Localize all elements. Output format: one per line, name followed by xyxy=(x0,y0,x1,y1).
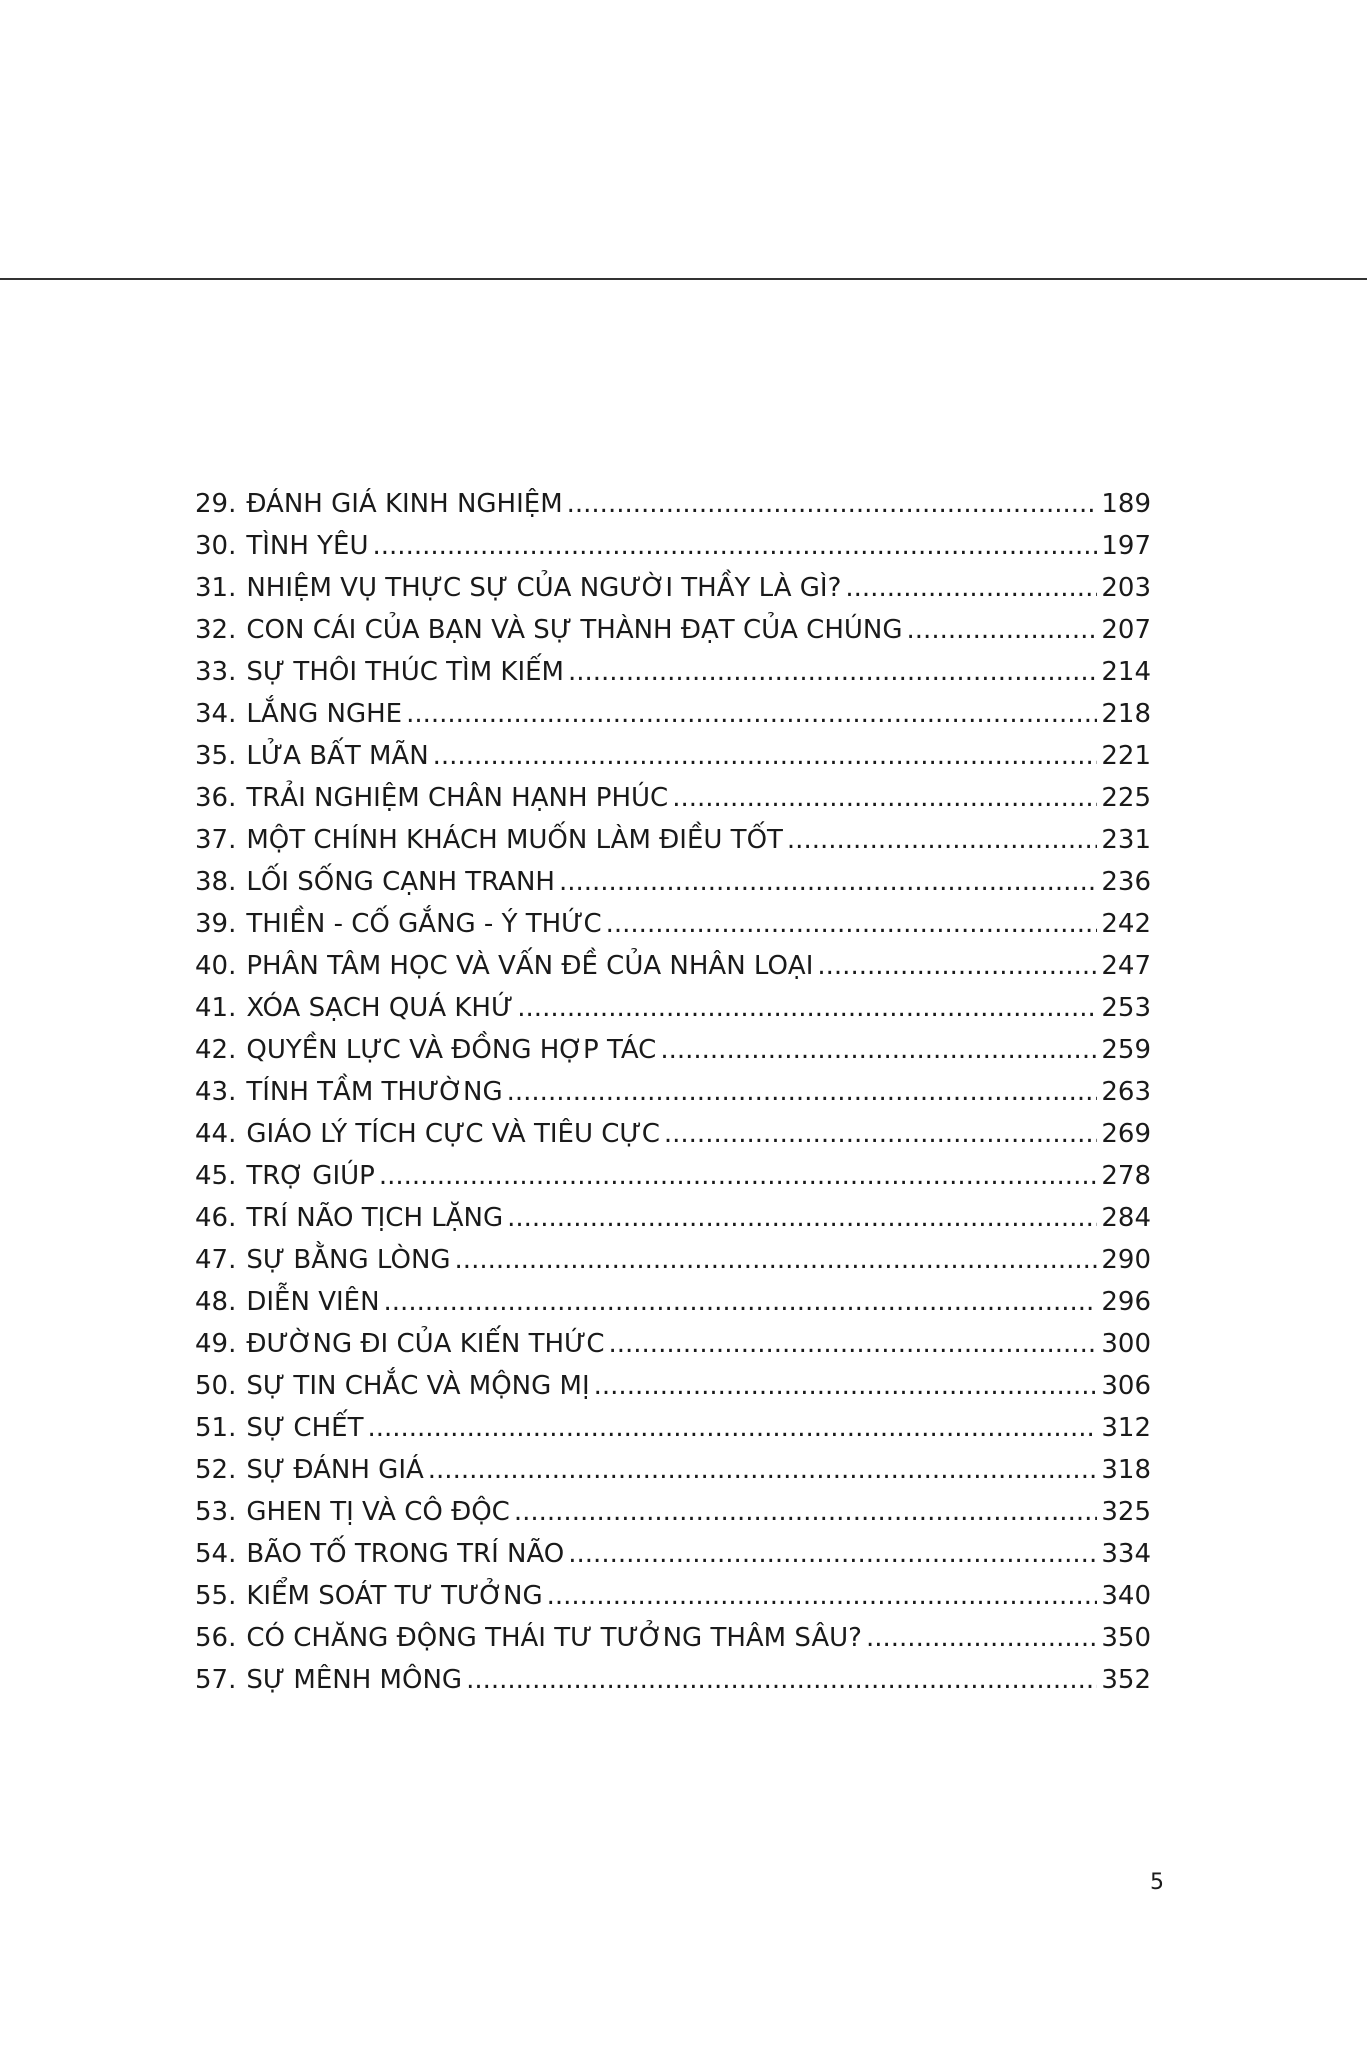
toc-entry-number: 56. xyxy=(195,1623,237,1653)
toc-entry-title: LẮNG NGHE xyxy=(246,699,403,729)
toc-entry xyxy=(195,1575,1151,1617)
toc-entry-number: 34. xyxy=(195,699,237,729)
toc-entry-page: 218 xyxy=(1101,699,1151,729)
toc-entry-title: GHEN TỊ VÀ CÔ ĐỘC xyxy=(246,1497,510,1527)
toc-entry-number: 49. xyxy=(195,1329,237,1359)
toc-dot-leader xyxy=(559,861,1097,903)
toc-dot-leader xyxy=(817,945,1097,987)
toc-entry-title: ĐÁNH GIÁ KINH NGHIỆM xyxy=(246,489,563,519)
toc-entry xyxy=(195,903,1151,945)
toc-entry-number: 41. xyxy=(195,993,237,1023)
toc-entry xyxy=(195,1491,1151,1533)
toc-entry-title: CÓ CHĂNG ĐỘNG THÁI TƯ TƯỞNG THÂM SÂU? xyxy=(246,1623,862,1653)
toc-entry xyxy=(195,777,1151,819)
toc-entry-title: TRỢ GIÚP xyxy=(246,1161,375,1191)
toc-dot-leader xyxy=(608,1323,1097,1365)
toc-entry-title: XÓA SẠCH QUÁ KHỨ xyxy=(246,993,514,1023)
toc-entry-number: 38. xyxy=(195,867,237,897)
toc-dot-leader xyxy=(664,1113,1097,1155)
toc-entry-number: 51. xyxy=(195,1413,237,1443)
toc-entry-title: TRẢI NGHIỆM CHÂN HẠNH PHÚC xyxy=(246,783,669,813)
toc-entry-number: 31. xyxy=(195,573,237,603)
toc-dot-leader xyxy=(514,1491,1098,1533)
toc-dot-leader xyxy=(379,1155,1098,1197)
toc-entry-number: 52. xyxy=(195,1455,237,1485)
toc-entry-page: 242 xyxy=(1101,909,1151,939)
toc-entry-number: 33. xyxy=(195,657,237,687)
toc-entry-page: 221 xyxy=(1101,741,1151,771)
toc-entry-page: 197 xyxy=(1101,531,1151,561)
toc-dot-leader xyxy=(433,735,1098,777)
page-number: 5 xyxy=(1150,1870,1164,1895)
toc-entry-title: DIỄN VIÊN xyxy=(246,1287,380,1317)
toc-entry-page: 350 xyxy=(1101,1623,1151,1653)
toc-entry xyxy=(195,819,1151,861)
toc-entry xyxy=(195,1407,1151,1449)
toc-entry-page: 203 xyxy=(1101,573,1151,603)
toc-entry-title: SỰ ĐÁNH GIÁ xyxy=(246,1455,424,1485)
toc-dot-leader xyxy=(672,777,1097,819)
toc-dot-leader xyxy=(517,987,1097,1029)
toc-entry-page: 214 xyxy=(1101,657,1151,687)
toc-entry-page: 225 xyxy=(1101,783,1151,813)
toc-entry xyxy=(195,1659,1151,1701)
toc-entry-number: 42. xyxy=(195,1035,237,1065)
toc-dot-leader xyxy=(660,1029,1097,1071)
toc-entry-number: 37. xyxy=(195,825,237,855)
toc-entry-page: 340 xyxy=(1101,1581,1151,1611)
toc-entry-page: 263 xyxy=(1101,1077,1151,1107)
toc-entry-number: 32. xyxy=(195,615,237,645)
toc-entry-title: ĐƯỜNG ĐI CỦA KIẾN THỨC xyxy=(246,1329,605,1359)
toc-entry-page: 312 xyxy=(1101,1413,1151,1443)
toc-entry-title: MỘT CHÍNH KHÁCH MUỐN LÀM ĐIỀU TỐT xyxy=(246,825,783,855)
toc-entry-title: LỐI SỐNG CẠNH TRANH xyxy=(246,867,555,897)
toc-entry-page: 306 xyxy=(1101,1371,1151,1401)
toc-entry xyxy=(195,1239,1151,1281)
toc-entry-number: 44. xyxy=(195,1119,237,1149)
toc-entry-number: 48. xyxy=(195,1287,237,1317)
toc-entry xyxy=(195,945,1151,987)
toc-entry-title: SỰ BẰNG LÒNG xyxy=(246,1245,451,1275)
toc-entry-number: 29. xyxy=(195,489,237,519)
toc-entry-title: KIỂM SOÁT TƯ TƯỞNG xyxy=(246,1581,543,1611)
toc-dot-leader xyxy=(594,1365,1098,1407)
toc-entry-page: 189 xyxy=(1101,489,1151,519)
toc-entry-page: 207 xyxy=(1101,615,1151,645)
toc-entry xyxy=(195,1323,1151,1365)
toc-entry-page: 300 xyxy=(1101,1329,1151,1359)
toc-entry-page: 253 xyxy=(1101,993,1151,1023)
toc-entry-title: LỬA BẤT MÃN xyxy=(246,741,429,771)
toc-dot-leader xyxy=(866,1617,1097,1659)
toc-entry xyxy=(195,609,1151,651)
toc-dot-leader xyxy=(466,1659,1097,1701)
toc-dot-leader xyxy=(845,567,1097,609)
toc-entry xyxy=(195,1281,1151,1323)
toc-entry xyxy=(195,735,1151,777)
toc-entry-title: QUYỀN LỰC VÀ ĐỒNG HỢP TÁC xyxy=(246,1035,657,1065)
toc-entry xyxy=(195,1029,1151,1071)
toc-entry xyxy=(195,1113,1151,1155)
toc-entry-number: 40. xyxy=(195,951,237,981)
toc-entry-number: 55. xyxy=(195,1581,237,1611)
toc-entry xyxy=(195,567,1151,609)
toc-dot-leader xyxy=(567,483,1098,525)
toc-dot-leader xyxy=(907,609,1098,651)
toc-dot-leader xyxy=(568,1533,1097,1575)
toc-entry-page: 278 xyxy=(1101,1161,1151,1191)
toc-entry xyxy=(195,1449,1151,1491)
toc-entry-title: SỰ MÊNH MÔNG xyxy=(246,1665,463,1695)
toc-entry-title: SỰ CHẾT xyxy=(246,1413,364,1443)
toc-entry xyxy=(195,1617,1151,1659)
toc-entry-title: TRÍ NÃO TỊCH LẶNG xyxy=(246,1203,504,1233)
toc-entry-title: TÌNH YÊU xyxy=(246,531,369,561)
toc-entry-title: SỰ THÔI THÚC TÌM KIẾM xyxy=(246,657,564,687)
toc-entry xyxy=(195,1197,1151,1239)
toc-dot-leader xyxy=(507,1071,1098,1113)
toc-entry-page: 236 xyxy=(1101,867,1151,897)
toc-entry xyxy=(195,1533,1151,1575)
toc-entry-title: THIỀN - CỐ GẮNG - Ý THỨC xyxy=(246,909,602,939)
toc-entry-page: 352 xyxy=(1101,1665,1151,1695)
toc-entry-title: NHIỆM VỤ THỰC SỰ CỦA NGƯỜI THẦY LÀ GÌ? xyxy=(246,573,842,603)
toc-dot-leader xyxy=(455,1239,1098,1281)
toc-entry-title: CON CÁI CỦA BẠN VÀ SỰ THÀNH ĐẠT CỦA CHÚNG xyxy=(246,615,903,645)
toc-entry-title: GIÁO LÝ TÍCH CỰC VÀ TIÊU CỰC xyxy=(246,1119,660,1149)
toc-dot-leader xyxy=(507,1197,1097,1239)
toc-entry-number: 46. xyxy=(195,1203,237,1233)
toc-entry xyxy=(195,1071,1151,1113)
toc-dot-leader xyxy=(367,1407,1097,1449)
toc-dot-leader xyxy=(547,1575,1098,1617)
toc-dot-leader xyxy=(406,693,1097,735)
toc-entry-page: 318 xyxy=(1101,1455,1151,1485)
toc-entry-page: 231 xyxy=(1101,825,1151,855)
toc-entry-number: 36. xyxy=(195,783,237,813)
toc-entry-number: 35. xyxy=(195,741,237,771)
header-rule xyxy=(0,278,1367,280)
toc-entry-title: SỰ TIN CHẮC VÀ MỘNG MỊ xyxy=(246,1371,590,1401)
toc-dot-leader xyxy=(606,903,1098,945)
toc-entry-number: 54. xyxy=(195,1539,237,1569)
toc-entry-page: 259 xyxy=(1101,1035,1151,1065)
toc-entry-title: PHÂN TÂM HỌC VÀ VẤN ĐỀ CỦA NHÂN LOẠI xyxy=(246,951,814,981)
toc-dot-leader xyxy=(428,1449,1098,1491)
toc-dot-leader xyxy=(568,651,1097,693)
toc-entry-number: 39. xyxy=(195,909,237,939)
toc-entry-page: 290 xyxy=(1101,1245,1151,1275)
toc-entry-page: 325 xyxy=(1101,1497,1151,1527)
toc-entry-page: 296 xyxy=(1101,1287,1151,1317)
toc-entry xyxy=(195,1155,1151,1197)
toc-entry-number: 45. xyxy=(195,1161,237,1191)
toc-dot-leader xyxy=(787,819,1097,861)
toc-entry xyxy=(195,483,1151,525)
toc-entry-number: 30. xyxy=(195,531,237,561)
toc-entry-number: 47. xyxy=(195,1245,237,1275)
toc-entry-page: 247 xyxy=(1101,951,1151,981)
toc-entry-title: BÃO TỐ TRONG TRÍ NÃO xyxy=(246,1539,565,1569)
toc-entry-number: 57. xyxy=(195,1665,237,1695)
toc-entry-page: 269 xyxy=(1101,1119,1151,1149)
toc-entry-number: 43. xyxy=(195,1077,237,1107)
toc-entry xyxy=(195,693,1151,735)
toc-entry-number: 53. xyxy=(195,1497,237,1527)
toc-entry xyxy=(195,525,1151,567)
toc-entry xyxy=(195,1365,1151,1407)
toc-entry xyxy=(195,987,1151,1029)
toc-entry-page: 284 xyxy=(1101,1203,1151,1233)
toc-entry-title: TÍNH TẦM THƯỜNG xyxy=(246,1077,503,1107)
toc-dot-leader xyxy=(373,525,1098,567)
toc-dot-leader xyxy=(384,1281,1098,1323)
toc-entry xyxy=(195,861,1151,903)
toc-entry xyxy=(195,651,1151,693)
toc-entry-number: 50. xyxy=(195,1371,237,1401)
table-of-contents xyxy=(195,483,1151,1701)
toc-entry-page: 334 xyxy=(1101,1539,1151,1569)
